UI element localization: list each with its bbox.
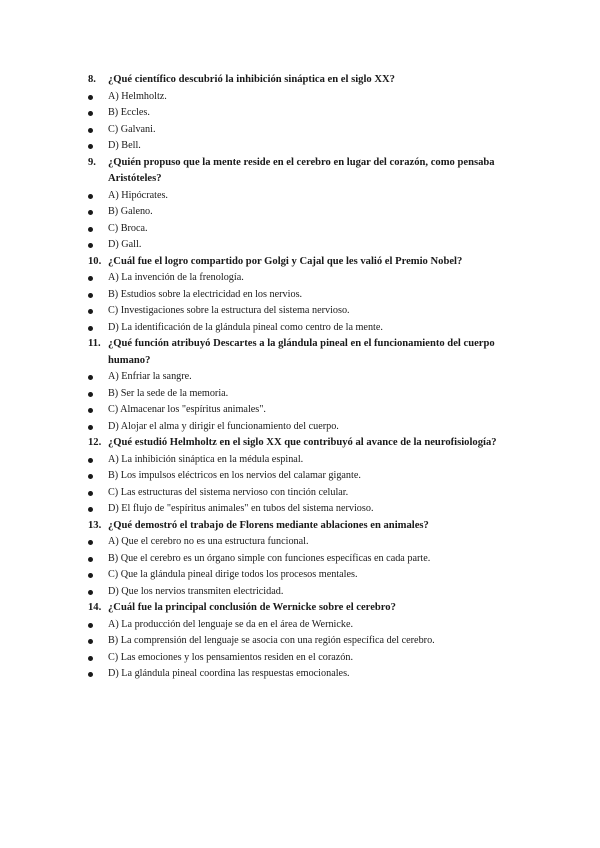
option-12c [0,485,600,502]
option-14b [0,633,600,650]
question-number: 11. [88,338,101,349]
bullet-icon [88,194,93,199]
option-text: B) Galeno. [108,206,153,217]
option-12b [0,468,600,485]
option-10d [0,320,600,337]
question-number: 13. [88,519,102,531]
question-8 [0,72,600,89]
option-10c [0,303,600,320]
option-11d [0,419,600,436]
bullet-icon [88,623,93,628]
option-14c [0,650,600,667]
bullet-icon [88,408,93,413]
option-13b [0,551,600,568]
bullet-icon [88,639,93,644]
question-text: ¿Qué científico descubrió la inhibición sináptica en el siglo XX? [108,74,395,85]
option-text: C) Broca. [108,222,148,234]
bullet-icon [88,128,93,133]
option-9c [0,221,600,238]
option-text: A) Hipócrates. [108,189,168,201]
question-number: 8. [88,74,96,85]
bullet-icon [88,672,93,677]
option-8a [0,89,600,106]
question-11 [0,336,600,369]
option-8c [0,122,600,139]
question-text: ¿Qué demostró el trabajo de Florens mediante ablaciones en animales? [108,519,429,531]
option-text: A) Enfriar la sangre. [108,371,192,382]
bullet-icon [88,491,93,496]
question-13 [0,518,600,535]
option-text: B) Eccles. [108,107,150,118]
question-number: 9. [88,156,96,168]
option-12d [0,501,600,518]
option-14d [0,666,600,683]
option-text: B) La comprensión del lenguaje se asocia con una región específica del cerebro. [108,635,435,646]
option-text: A) Que el cerebro no es una estructura funcional. [108,536,309,547]
option-12a [0,452,600,469]
question-12 [0,435,600,452]
question-text: ¿Cuál fue la principal conclusión de Wernicke sobre el cerebro? [108,602,396,613]
option-text: A) Helmholtz. [108,90,167,102]
option-text: C) Almacenar los "espíritus animales". [108,404,266,415]
bullet-icon [88,392,93,397]
question-text: ¿Cuál fue el logro compartido por Golgi y Cajal que les valió el Premio Nobel? [108,255,463,267]
question-number: 10. [88,255,102,267]
bullet-icon [88,111,93,116]
bullet-icon [88,293,93,298]
option-text: D) Bell. [108,140,141,151]
question-number: 14. [88,602,102,613]
option-10a [0,270,600,287]
option-text: C) Las emociones y los pensamientos residen en el corazón. [108,651,353,663]
bullet-icon [88,144,93,149]
bullet-icon [88,590,93,595]
option-text: C) Las estructuras del sistema nervioso con tinción celular. [108,486,349,498]
option-text: B) Que el cerebro es un órgano simple con funciones específicas en cada parte. [108,552,431,564]
question-text: ¿Qué estudió Helmholtz en el siglo XX que contribuyó al avance de la neurofisiología? [108,437,497,448]
option-9d [0,237,600,254]
option-text: B) Los impulsos eléctricos en los nervios del calamar gigante. [108,470,361,481]
question-14 [0,600,600,617]
bullet-icon [88,458,93,463]
bullet-icon [88,309,93,314]
option-13c [0,567,600,584]
bullet-icon [88,276,93,281]
bullet-icon [88,573,93,578]
bullet-icon [88,474,93,479]
option-text: D) Gall. [108,239,142,250]
question-9 [0,155,600,188]
bullet-icon [88,507,93,512]
option-text: C) Galvani. [108,123,156,135]
bullet-icon [88,227,93,232]
option-text: C) Que la glándula pineal dirige todos los procesos mentales. [108,569,358,580]
option-text: D) El flujo de "espíritus animales" en tubos del sistema nervioso. [108,503,374,514]
bullet-icon [88,375,93,380]
option-10b [0,287,600,304]
option-13a [0,534,600,551]
bullet-icon [88,425,93,430]
option-text: D) Alojar el alma y dirigir el funcionamiento del cuerpo. [108,420,339,432]
bullet-icon [88,95,93,100]
bullet-icon [88,540,93,545]
option-text: D) Que los nervios transmiten electricidad. [108,585,284,597]
option-text: B) Estudios sobre la electricidad en los nervios. [108,288,303,300]
option-9a [0,188,600,205]
option-text: A) La inhibición sináptica en la médula espinal. [108,453,304,465]
bullet-icon [88,557,93,562]
question-text: ¿Qué función atribuyó Descartes a la glándula pineal en el funcionamiento del cuerpo humano? [108,338,495,366]
option-text: B) Ser la sede de la memoria. [108,387,229,399]
bullet-icon [88,243,93,248]
option-text: C) Investigaciones sobre la estructura del sistema nervioso. [108,305,350,316]
question-text: ¿Quién propuso que la mente reside en el cerebro en lugar del corazón, como pensaba Aristóteles? [108,156,495,184]
option-13d [0,584,600,601]
option-14a [0,617,600,634]
bullet-icon [88,326,93,331]
option-11a [0,369,600,386]
option-text: A) La producción del lenguaje se da en el área de Wernicke. [108,618,354,630]
option-text: D) La glándula pineal coordina las respuestas emocionales. [108,668,350,679]
question-number: 12. [88,437,102,448]
option-9b [0,204,600,221]
option-8d [0,138,600,155]
option-text: A) La invención de la frenología. [108,272,244,283]
bullet-icon [88,210,93,215]
option-11b [0,386,600,403]
option-text: D) La identificación de la glándula pineal como centro de la mente. [108,321,383,333]
question-10 [0,254,600,271]
option-8b [0,105,600,122]
bullet-icon [88,656,93,661]
option-11c [0,402,600,419]
quiz-page [0,72,600,683]
